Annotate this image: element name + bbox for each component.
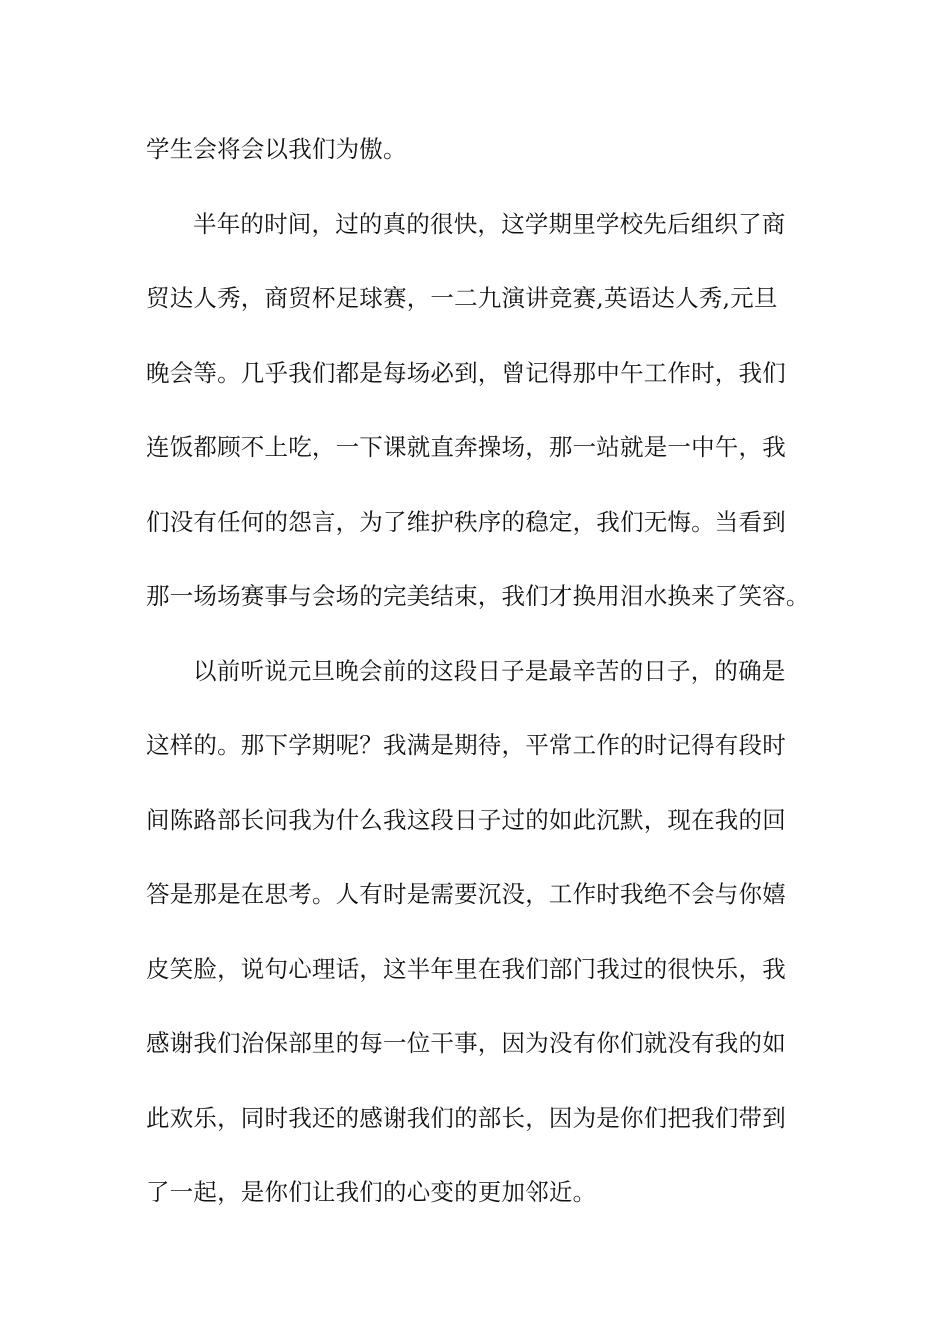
document-body: [146, 129, 808, 1247]
text-line: 连饭都顾不上吃，一下课就直奔操场，那一站就是一中午，我: [146, 433, 786, 461]
text-line: 了一起，是你们让我们的心变的更加邻近。: [146, 1178, 597, 1206]
text-line: 这样的。那下学期呢？我满是期待，平常工作的时记得有段时: [146, 731, 786, 759]
text-line: 那一场场赛事与会场的完美结束，我们才换用泪水换来了笑容。: [146, 582, 810, 610]
text-line: 们没有任何的怨言，为了维护秩序的稳定，我们无悔。当看到: [146, 507, 786, 536]
text-line: 皮笑脸，说句心理话，这半年里在我们部门我过的很快乐，我: [146, 954, 786, 983]
text-line: 间陈路部长问我为什么我这段日子过的如此沉默，现在我的回: [146, 805, 786, 834]
paragraph-first-line: 半年的时间，过的真的很快，这学期里学校先后组织了商: [193, 209, 786, 238]
text-line: 贸达人秀，商贸杯足球赛，一二九演讲竞赛,英语达人秀,元旦: [146, 284, 778, 312]
text-line: 感谢我们治保部里的每一位干事，因为没有你们就没有我的如: [146, 1029, 786, 1057]
text-line: 答是那是在思考。人有时是需要沉没，工作时我绝不会与你嬉: [146, 880, 786, 908]
text-line: 此欢乐，同时我还的感谢我们的部长，因为是你们把我们带到: [146, 1103, 786, 1132]
paragraph-first-line: 以前听说元旦晚会前的这段日子是最辛苦的日子，的确是: [193, 656, 786, 685]
text-line: 晚会等。几乎我们都是每场必到，曾记得那中午工作时，我们: [146, 358, 786, 387]
text-line: 学生会将会以我们为傲。: [146, 135, 407, 163]
